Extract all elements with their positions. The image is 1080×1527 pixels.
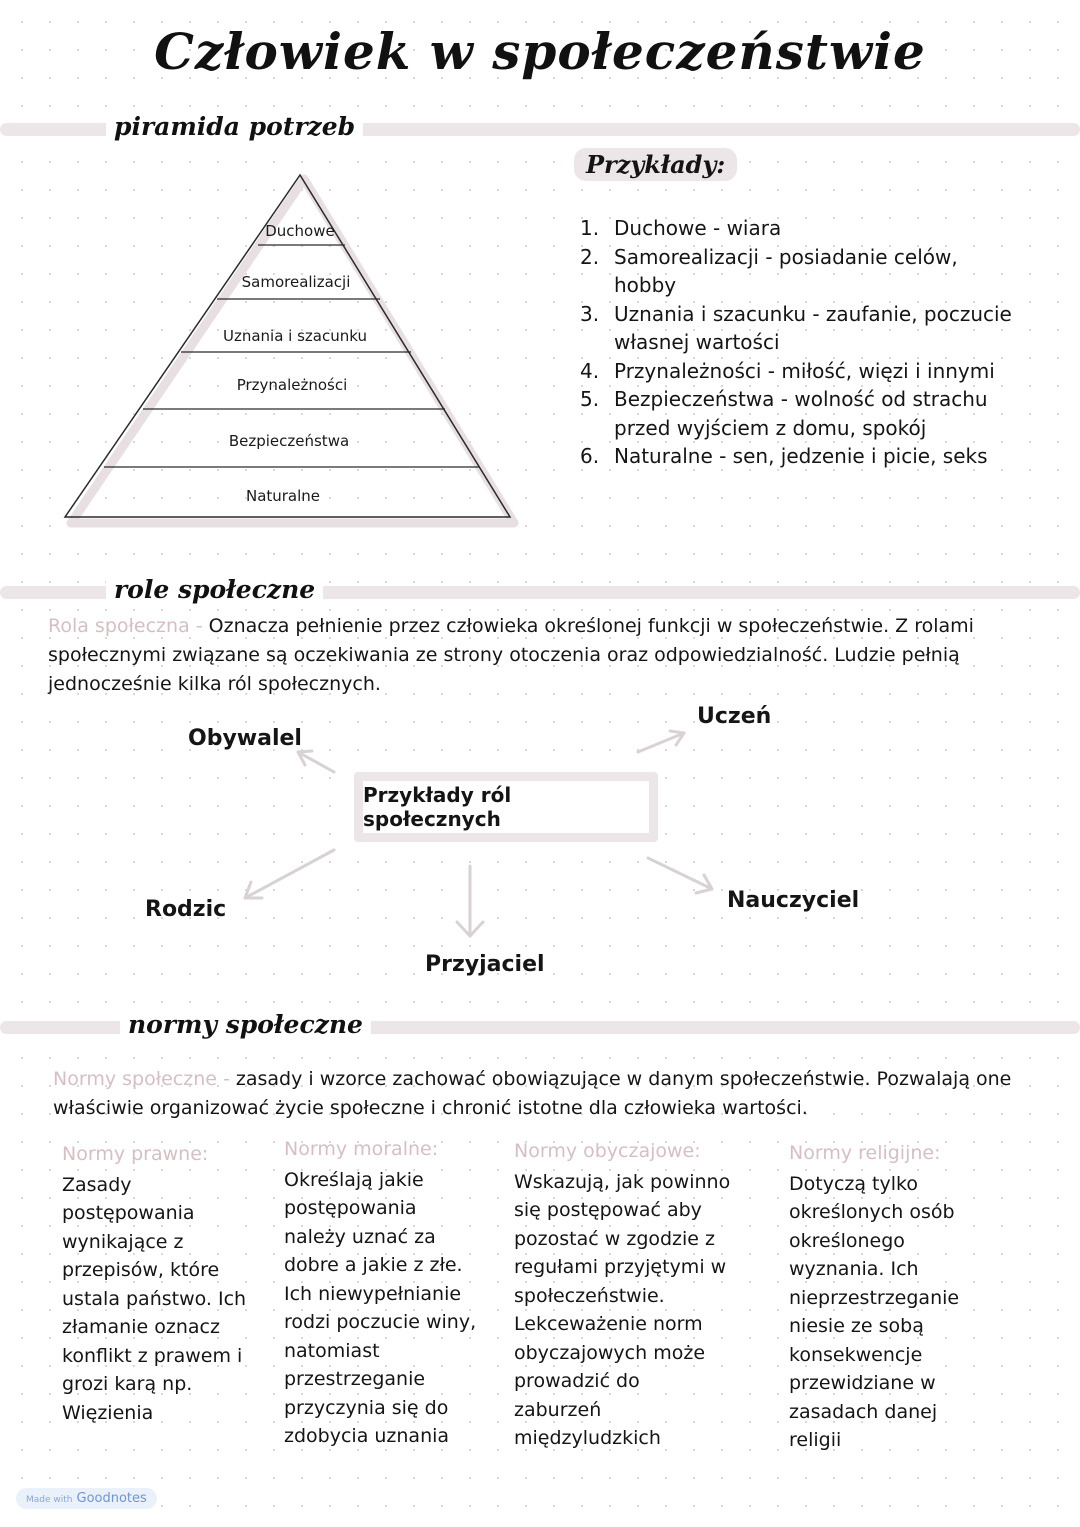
- goodnotes-badge: [16, 1488, 157, 1509]
- norms-heading: Normy moralne:: [284, 1138, 439, 1160]
- list-item: 4. Przynależności - miłość, więzi i innymi: [580, 358, 995, 383]
- role-obywatel: Obywalel: [188, 726, 302, 751]
- roles-center-box: Przykłady ról społecznych: [354, 772, 658, 842]
- norms-heading: Normy religijne:: [789, 1142, 941, 1164]
- section-heading-roles: role społeczne: [106, 575, 323, 604]
- norms-definition-text: zasady i wzorce zachować obowiązujące w danym społeczeństwie. Pozwalają one właściwie organizować życie społeczne i chronić istotne dla człowieka wartości.: [53, 1068, 1012, 1119]
- norms-text: Dotyczą tylko określonych osób określonego wyznania. Ich nieprzestrzeganie niesie ze sobą konsekwencje przewidziane w zasadach danej religii: [789, 1172, 960, 1451]
- norms-text: Wskazują, jak powinno się postępować aby pozostać w zgodzie z regułami przyjętymi w społeczeństwie. Lekceważenie norm obyczajowych może prowadzić do zaburzeń międzyludzkich: [514, 1170, 731, 1449]
- pyramid-level-duchowe: Duchowe: [265, 222, 335, 240]
- pyramid-level-uznania: Uznania i szacunku: [223, 327, 367, 345]
- arrow-nauczyciel: [648, 858, 712, 889]
- section-heading-norms: normy społeczne: [120, 1010, 371, 1039]
- pyramid-level-bezpieczenstwa: Bezpieczeństwa: [228, 432, 350, 450]
- norms-column-moral: [284, 1135, 484, 1451]
- arrow-rodzic: [245, 850, 334, 898]
- list-item: 2. Samorealizacji - posiadanie celów, hobby: [580, 244, 958, 297]
- norms-column-customary: [514, 1137, 732, 1453]
- role-rodzic: Rodzic: [145, 897, 227, 922]
- list-item: 1. Duchowe - wiara: [580, 216, 782, 240]
- roles-term: Rola społeczna -: [48, 615, 203, 637]
- norms-heading: Normy obyczajowe:: [514, 1140, 701, 1162]
- norms-text: Określają jakie postępowania należy uznać za dobre a jakie z złe. Ich niewypełnianie rodzi poczucie winy, natomiast przestrzeganie przyczynia się do zdobycia uznania: [284, 1168, 477, 1447]
- list-item: 5. Bezpieczeństwa - wolność od strachu przed wyjściem z domu, spokój: [580, 387, 988, 440]
- examples-heading: Przykłady:: [574, 148, 737, 181]
- section-heading-pyramid: piramida potrzeb: [106, 112, 363, 141]
- examples-list: [580, 214, 1020, 471]
- pyramid-level-przynaleznosci: Przynależności: [236, 376, 348, 394]
- norms-column-religious: [789, 1139, 979, 1455]
- norms-heading: Normy prawne:: [62, 1143, 209, 1165]
- list-item: 6. Naturalne - sen, jedzenie i picie, seks: [580, 444, 988, 468]
- page-title: Człowiek w społeczeństwie: [154, 22, 926, 81]
- list-item: 3. Uznania i szacunku - zaufanie, poczucie własnej wartości: [580, 301, 1012, 354]
- role-przyjaciel: Przyjaciel: [425, 952, 545, 977]
- role-nauczyciel: Nauczyciel: [727, 888, 860, 913]
- roles-definition-text: Oznacza pełnienie przez człowieka określonej funkcji w społeczeństwie. Z rolami społecznymi związane są oczekiwania ze strony otoczenia oraz odpowiedzialność. Ludzie pełnią jednocześnie kilka ról społecznych.: [48, 615, 974, 695]
- pyramid-diagram: [55, 165, 520, 530]
- roles-definition: [48, 612, 1048, 699]
- role-uczen: Uczeń: [697, 704, 772, 729]
- norms-column-legal: [62, 1140, 258, 1427]
- norms-term: Normy społeczne -: [53, 1068, 230, 1090]
- made-with-label: Made with: [26, 1495, 73, 1505]
- pyramid-level-samorealizacji: Samorealizacji: [241, 273, 351, 291]
- goodnotes-brand: Goodnotes: [76, 1491, 147, 1506]
- pyramid-level-naturalne: Naturalne: [245, 487, 321, 505]
- norms-definition: [53, 1065, 1043, 1123]
- norms-text: Zasady postępowania wynikające z przepisów, które ustala państwo. Ich złamanie oznacz konflikt z prawem i grozi karą np. Więzienia: [62, 1173, 247, 1424]
